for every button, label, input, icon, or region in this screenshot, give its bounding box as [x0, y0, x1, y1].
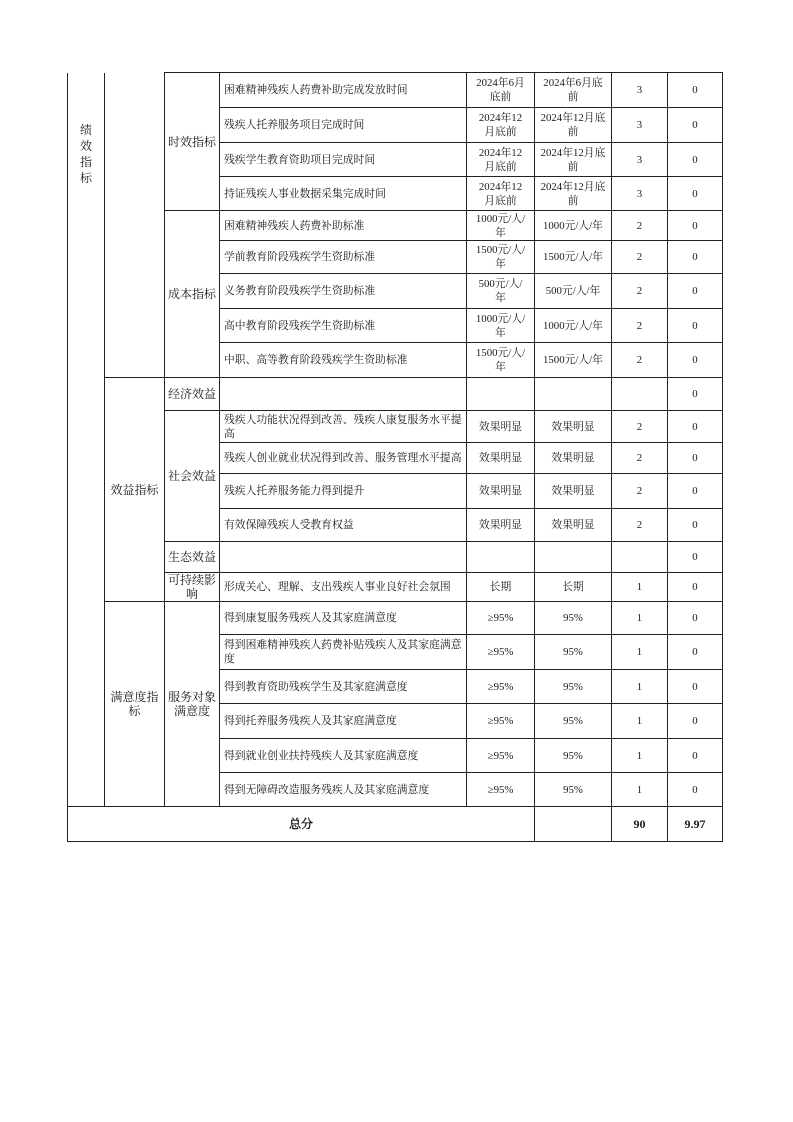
actual-value: 2024年12月底前	[535, 177, 612, 211]
weight-value: 2	[612, 474, 668, 509]
economic-benefit-label: 经济效益	[165, 378, 220, 411]
actual-value: 1500元/人/年	[535, 343, 612, 378]
score-value: 0	[668, 509, 723, 542]
target-value: 长期	[467, 573, 535, 602]
score-value: 0	[668, 602, 723, 635]
weight-value: 2	[612, 509, 668, 542]
score-value: 0	[668, 274, 723, 309]
target-value: ≥95%	[467, 773, 535, 807]
score-value: 0	[668, 739, 723, 773]
output-indicator-cell-continued	[105, 73, 165, 378]
target-value: 500元/人/年	[467, 274, 535, 309]
score-value: 0	[668, 573, 723, 602]
indicator-name: 持证残疾人事业数据采集完成时间	[220, 177, 467, 211]
actual-value: 效果明显	[535, 509, 612, 542]
actual-value: 95%	[535, 602, 612, 635]
indicator-name: 高中教育阶段残疾学生资助标准	[220, 309, 467, 343]
actual-value: 95%	[535, 704, 612, 739]
actual-value: 长期	[535, 573, 612, 602]
actual-value: 95%	[535, 773, 612, 807]
total-score: 9.97	[668, 807, 723, 842]
score-value: 0	[668, 670, 723, 704]
weight-value: 1	[612, 704, 668, 739]
service-satisfaction-label: 服务对象满意度	[165, 602, 220, 807]
actual-value: 效果明显	[535, 411, 612, 443]
empty-cell	[612, 542, 668, 573]
empty-cell	[535, 807, 612, 842]
actual-value: 效果明显	[535, 443, 612, 474]
target-value: ≥95%	[467, 739, 535, 773]
actual-value: 95%	[535, 670, 612, 704]
score-value: 0	[668, 309, 723, 343]
indicator-name: 困难精神残疾人药费补助标准	[220, 211, 467, 241]
score-value: 0	[668, 241, 723, 274]
actual-value: 1000元/人/年	[535, 309, 612, 343]
empty-cell	[535, 542, 612, 573]
target-value: 2024年12月底前	[467, 177, 535, 211]
score-value: 0	[668, 635, 723, 670]
timeliness-indicator-label: 时效指标	[165, 73, 220, 211]
weight-value: 3	[612, 108, 668, 143]
indicator-name: 学前教育阶段残疾学生资助标准	[220, 241, 467, 274]
level1-indicator-cell	[68, 73, 105, 807]
empty-cell	[220, 542, 467, 573]
indicator-name: 得到无障碍改造服务残疾人及其家庭满意度	[220, 773, 467, 807]
actual-value: 95%	[535, 739, 612, 773]
target-value: 2024年6月底前	[467, 73, 535, 108]
target-value: ≥95%	[467, 704, 535, 739]
weight-value: 2	[612, 274, 668, 309]
table-row	[68, 378, 723, 411]
empty-cell	[467, 542, 535, 573]
cost-indicator-label: 成本指标	[165, 211, 220, 378]
score-value: 0	[668, 177, 723, 211]
actual-value: 1500元/人/年	[535, 241, 612, 274]
score-value: 0	[668, 443, 723, 474]
indicator-name: 有效保障残疾人受教育权益	[220, 509, 467, 542]
weight-value: 2	[612, 241, 668, 274]
satisfaction-indicator-label: 满意度指标	[105, 602, 165, 807]
weight-value: 1	[612, 670, 668, 704]
target-value: 效果明显	[467, 509, 535, 542]
indicator-name: 得到康复服务残疾人及其家庭满意度	[220, 602, 467, 635]
weight-value: 1	[612, 602, 668, 635]
score-value: 0	[668, 143, 723, 177]
weight-value: 2	[612, 411, 668, 443]
target-value: ≥95%	[467, 635, 535, 670]
total-row	[68, 807, 723, 842]
weight-value: 1	[612, 635, 668, 670]
target-value: 1500元/人/年	[467, 241, 535, 274]
target-value: 1000元/人/年	[467, 309, 535, 343]
indicator-name: 残疾学生教育资助项目完成时间	[220, 143, 467, 177]
weight-value: 2	[612, 211, 668, 241]
weight-value: 2	[612, 309, 668, 343]
weight-value: 2	[612, 343, 668, 378]
score-value: 0	[668, 474, 723, 509]
table-row	[68, 542, 723, 573]
actual-value: 2024年6月底前	[535, 73, 612, 108]
table-row	[68, 211, 723, 241]
indicator-name: 残疾人功能状况得到改善、残疾人康复服务水平提高	[220, 411, 467, 443]
indicator-name: 得到教育资助残疾学生及其家庭满意度	[220, 670, 467, 704]
target-value: 效果明显	[467, 474, 535, 509]
target-value: 2024年12月底前	[467, 143, 535, 177]
weight-value: 1	[612, 573, 668, 602]
actual-value: 95%	[535, 635, 612, 670]
target-value: ≥95%	[467, 602, 535, 635]
social-benefit-label: 社会效益	[165, 411, 220, 542]
actual-value: 2024年12月底前	[535, 108, 612, 143]
level1-indicator-label: 绩效指标	[80, 122, 93, 185]
sustainable-impact-label: 可持续影响	[165, 573, 220, 602]
empty-cell	[220, 378, 467, 411]
target-value: 1000元/人/年	[467, 211, 535, 241]
target-value: 效果明显	[467, 411, 535, 443]
actual-value: 2024年12月底前	[535, 143, 612, 177]
indicator-name: 义务教育阶段残疾学生资助标准	[220, 274, 467, 309]
table-row	[68, 573, 723, 602]
target-value: 2024年12月底前	[467, 108, 535, 143]
empty-cell	[467, 378, 535, 411]
weight-value: 1	[612, 739, 668, 773]
ecological-benefit-label: 生态效益	[165, 542, 220, 573]
indicator-name: 残疾人托养服务能力得到提升	[220, 474, 467, 509]
score-value: 0	[668, 73, 723, 108]
table-row	[68, 602, 723, 635]
actual-value: 1000元/人/年	[535, 211, 612, 241]
indicator-name: 得到就业创业扶持残疾人及其家庭满意度	[220, 739, 467, 773]
total-label: 总分	[68, 807, 535, 842]
table-row	[68, 411, 723, 443]
weight-value: 3	[612, 177, 668, 211]
table-row	[68, 73, 723, 108]
score-value: 0	[668, 378, 723, 411]
score-value: 0	[668, 411, 723, 443]
target-value: 效果明显	[467, 443, 535, 474]
indicator-name: 得到托养服务残疾人及其家庭满意度	[220, 704, 467, 739]
indicator-name: 得到困难精神残疾人药费补贴残疾人及其家庭满意度	[220, 635, 467, 670]
score-value: 0	[668, 108, 723, 143]
indicator-name: 残疾人托养服务项目完成时间	[220, 108, 467, 143]
score-value: 0	[668, 211, 723, 241]
total-weight: 90	[612, 807, 668, 842]
score-value: 0	[668, 343, 723, 378]
weight-value: 1	[612, 773, 668, 807]
target-value: 1500元/人/年	[467, 343, 535, 378]
score-value: 0	[668, 542, 723, 573]
empty-cell	[612, 378, 668, 411]
indicator-name: 形成关心、理解、支出残疾人事业良好社会氛围	[220, 573, 467, 602]
indicator-name: 困难精神残疾人药费补助完成发放时间	[220, 73, 467, 108]
target-value: ≥95%	[467, 670, 535, 704]
weight-value: 3	[612, 143, 668, 177]
benefit-indicator-label: 效益指标	[105, 378, 165, 602]
empty-cell	[535, 378, 612, 411]
indicator-name: 中职、高等教育阶段残疾学生资助标准	[220, 343, 467, 378]
score-value: 0	[668, 704, 723, 739]
score-value: 0	[668, 773, 723, 807]
weight-value: 2	[612, 443, 668, 474]
actual-value: 效果明显	[535, 474, 612, 509]
indicator-name: 残疾人创业就业状况得到改善、服务管理水平提高	[220, 443, 467, 474]
actual-value: 500元/人/年	[535, 274, 612, 309]
weight-value: 3	[612, 73, 668, 108]
performance-indicator-table	[67, 72, 723, 842]
